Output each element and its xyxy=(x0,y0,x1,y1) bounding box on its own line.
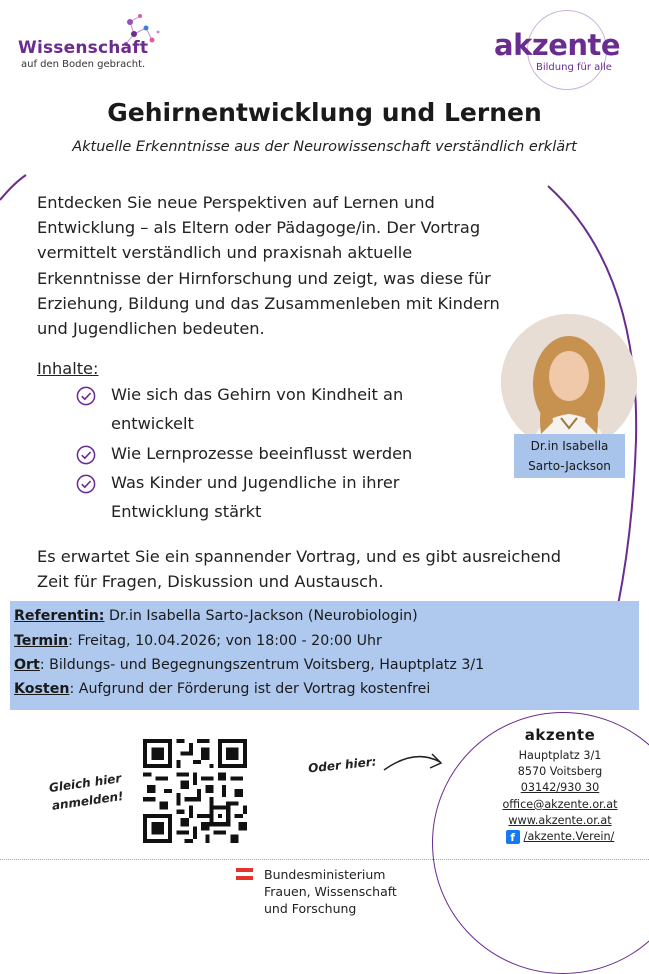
intro-line: Erkenntnisse der Hirnforschung und zeigt, was diese für xyxy=(37,268,491,288)
ministry-name-line: und Forschung xyxy=(264,901,357,916)
info-date-label: Termin xyxy=(14,633,69,649)
intro-line: Entdecken Sie neue Perspektiven auf Lernen und xyxy=(37,193,435,212)
info-cost-label: Kosten xyxy=(14,681,70,697)
alt-register-label: Oder hier: xyxy=(307,754,378,776)
check-circle-icon xyxy=(76,474,96,494)
contact-email-link[interactable]: office@akzente.or.at xyxy=(502,797,618,811)
speaker-caption-line: Sarto-Jackson xyxy=(528,459,611,473)
info-speaker-value: Dr.in Isabella Sarto-Jackson (Neurobiologin) xyxy=(104,608,418,624)
page-title: Gehirnentwicklung und Lernen xyxy=(107,98,542,127)
page-subtitle: Aktuelle Erkenntnisse aus der Neurowissenschaft verständlich erklärt xyxy=(72,139,577,155)
qr-register-label-line: Gleich hier xyxy=(48,771,123,796)
contact-name: akzente xyxy=(524,726,596,744)
contact-website-link[interactable]: www.akzente.or.at xyxy=(508,813,612,827)
contents-item-text xyxy=(111,381,491,438)
intro-line: und Jugendlichen bedeuten. xyxy=(37,319,265,339)
austria-flag-icon xyxy=(236,868,253,880)
speaker-caption-line: Dr.in Isabella xyxy=(530,439,609,453)
check-circle-icon xyxy=(76,445,96,465)
facebook-link-text: /akzente.Verein/ xyxy=(523,830,615,844)
info-location-value: : Bildungs- und Begegnungszentrum Voitsberg, Hauptplatz 3/1 xyxy=(39,657,485,673)
contents-item xyxy=(76,440,476,470)
contents-item-text xyxy=(111,469,491,526)
intro-line: vermittelt verständlich und praxisnah aktuelle xyxy=(37,243,413,263)
qr-register-label-line: anmelden! xyxy=(50,788,125,813)
info-speaker-label: Referentin: xyxy=(14,608,105,624)
wissenschaft-logo-title: Wissenschaft xyxy=(18,38,149,58)
info-cost xyxy=(14,681,430,697)
ministry-name xyxy=(264,866,397,917)
contact-street: Hauptplatz 3/1 xyxy=(518,749,602,762)
info-speaker xyxy=(14,608,418,624)
intro-line: Entwicklung – als Eltern oder Pädagoge/in. Der Vortrag xyxy=(37,218,481,238)
closing-line: Es erwartet Sie ein spannender Vortrag, und es gibt ausreichend xyxy=(37,547,562,566)
akzente-logo-subtitle: Bildung für alle xyxy=(536,62,612,73)
akzente-logo-title: akzente xyxy=(494,28,621,62)
info-location-label: Ort xyxy=(14,657,40,673)
footer-divider xyxy=(0,859,649,860)
intro-paragraph xyxy=(37,190,557,341)
info-cost-value: : Aufgrund der Förderung ist der Vortrag kostenfrei xyxy=(69,681,431,697)
check-circle-icon xyxy=(76,386,96,406)
info-location xyxy=(14,657,484,673)
contents-item-line: entwickelt xyxy=(111,413,194,433)
facebook-link[interactable] xyxy=(506,829,615,845)
contents-item-line: Wie sich das Gehirn von Kindheit an xyxy=(111,385,404,404)
registration-qr-code[interactable] xyxy=(143,739,247,843)
speaker-caption xyxy=(514,434,625,478)
ministry-name-line: Bundesministerium xyxy=(264,867,386,882)
contents-heading: Inhalte: xyxy=(37,359,99,378)
info-date-value: : Freitag, 10.04.2026; von 18:00 - 20:00 Uhr xyxy=(68,633,382,649)
contact-facebook-row[interactable] xyxy=(460,829,649,846)
speaker-photo xyxy=(501,314,637,450)
contents-item-line: Was Kinder und Jugendliche in ihrer xyxy=(111,473,400,492)
closing-line: Zeit für Fragen, Diskussion und Austausch. xyxy=(37,572,384,592)
ministry-name-line: Frauen, Wissenschaft xyxy=(264,884,397,899)
speaker-portrait-illustration xyxy=(501,314,637,450)
intro-line: Erziehung, Bildung und das Zusammenleben mit Kindern xyxy=(37,293,500,313)
contents-item xyxy=(76,381,476,438)
contact-phone-link[interactable]: 03142/930 30 xyxy=(520,781,600,795)
wissenschaft-logo-subtitle: auf den Boden gebracht. xyxy=(21,59,146,70)
contents-item-line: Wie Lernprozesse beeinflusst werden xyxy=(111,444,413,463)
contact-city: 8570 Voitsberg xyxy=(517,765,603,779)
closing-paragraph xyxy=(37,544,617,595)
arrow-head xyxy=(430,754,441,768)
contents-item-text xyxy=(111,440,491,469)
contact-block xyxy=(460,726,649,846)
event-info-box xyxy=(10,601,639,710)
contents-item-line: Entwicklung stärkt xyxy=(111,501,262,521)
facebook-icon: f xyxy=(506,830,520,844)
wissenschaft-logo xyxy=(18,14,168,74)
akzente-logo xyxy=(492,10,642,90)
contents-item xyxy=(76,469,476,526)
info-date xyxy=(14,633,382,649)
